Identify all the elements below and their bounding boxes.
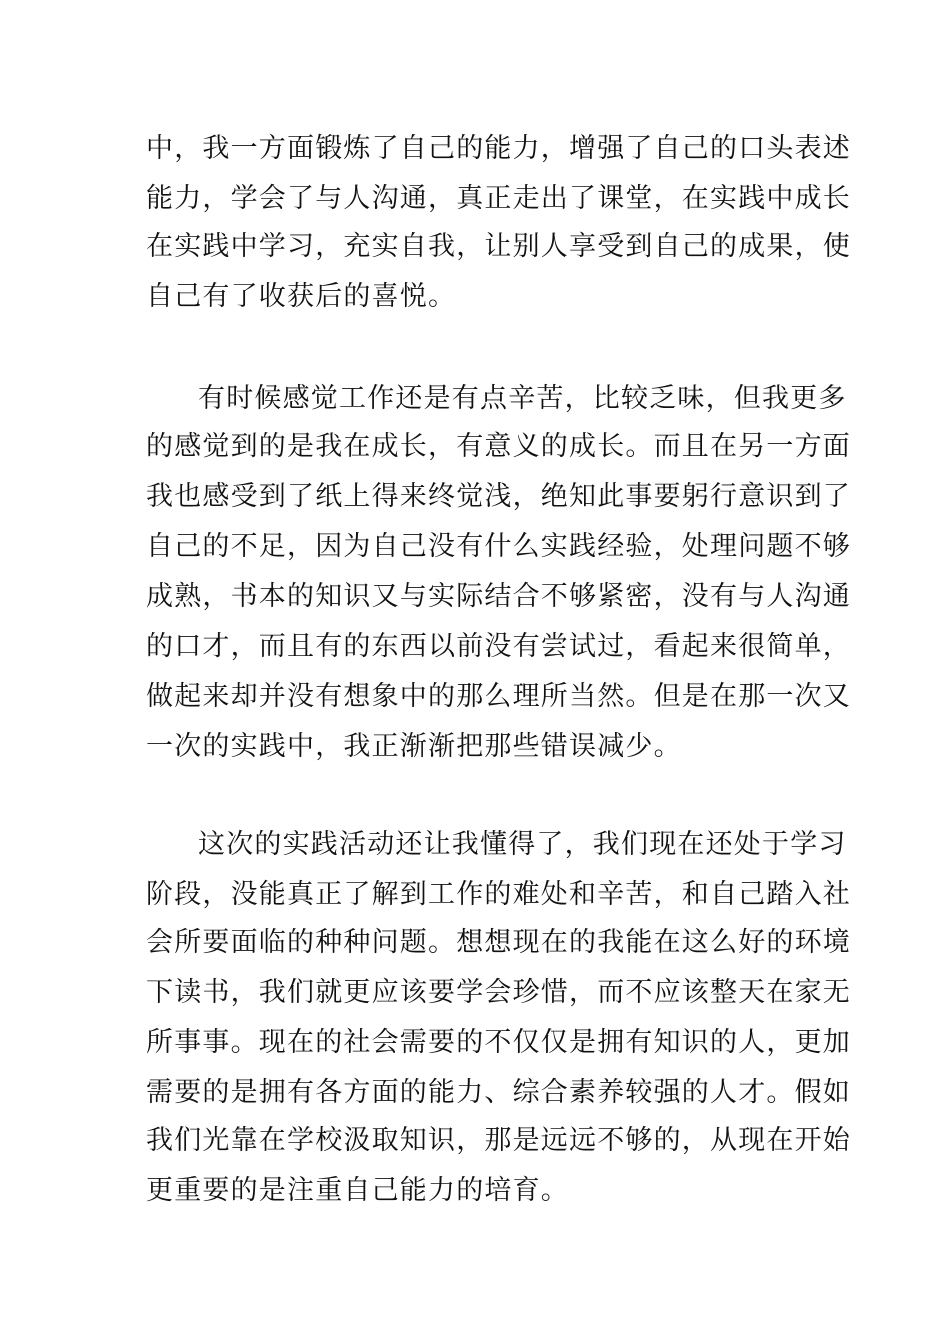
paragraph-line: 的口才，而且有的东西以前没有尝试过，看起来很简单，: [146, 631, 851, 662]
paragraph-line: 所事事。现在的社会需要的不仅仅是拥有知识的人，更加: [146, 1027, 851, 1058]
paragraph-line: 有时候感觉工作还是有点辛苦，比较乏味，但我更多: [198, 383, 847, 414]
paragraph-line: 更重要的是注重自己能力的培育。: [146, 1175, 569, 1206]
paragraph-line: 自己有了收获后的喜悦。: [146, 281, 457, 312]
paragraph-line: 会所要面临的种种问题。想想现在的我能在这么好的环境: [146, 927, 851, 958]
paragraph-line: 我们光靠在学校汲取知识，那是远远不够的，从现在开始: [146, 1125, 851, 1156]
paragraph-line: 做起来却并没有想象中的那么理所当然。但是在那一次又: [146, 681, 851, 712]
paragraph-line: 我也感受到了纸上得来终觉浅，绝知此事要躬行意识到了: [146, 481, 851, 512]
paragraph-line: 需要的是拥有各方面的能力、综合素养较强的人才。假如: [146, 1077, 851, 1108]
paragraph-line: 的感觉到的是我在成长，有意义的成长。而且在另一方面: [146, 431, 851, 462]
paragraph-line: 阶段，没能真正了解到工作的难处和辛苦，和自己踏入社: [146, 879, 851, 910]
paragraph-line: 在实践中学习，充实自我，让别人享受到自己的成果，使: [146, 231, 851, 262]
paragraph-line: 一次的实践中，我正渐渐把那些错误减少。: [146, 731, 682, 762]
paragraph-line: 这次的实践活动还让我懂得了，我们现在还处于学习: [198, 829, 847, 860]
paragraph-line: 下读书，我们就更应该要学会珍惜，而不应该整天在家无: [146, 977, 851, 1008]
paragraph-line: 能力，学会了与人沟通，真正走出了课堂，在实践中成长: [146, 183, 851, 214]
paragraph-line: 成熟，书本的知识又与实际结合不够紧密，没有与人沟通: [146, 581, 851, 612]
paragraph-line: 中，我一方面锻炼了自己的能力，增强了自己的口头表述: [146, 133, 851, 164]
paragraph-line: 自己的不足，因为自己没有什么实践经验，处理问题不够: [146, 531, 851, 562]
